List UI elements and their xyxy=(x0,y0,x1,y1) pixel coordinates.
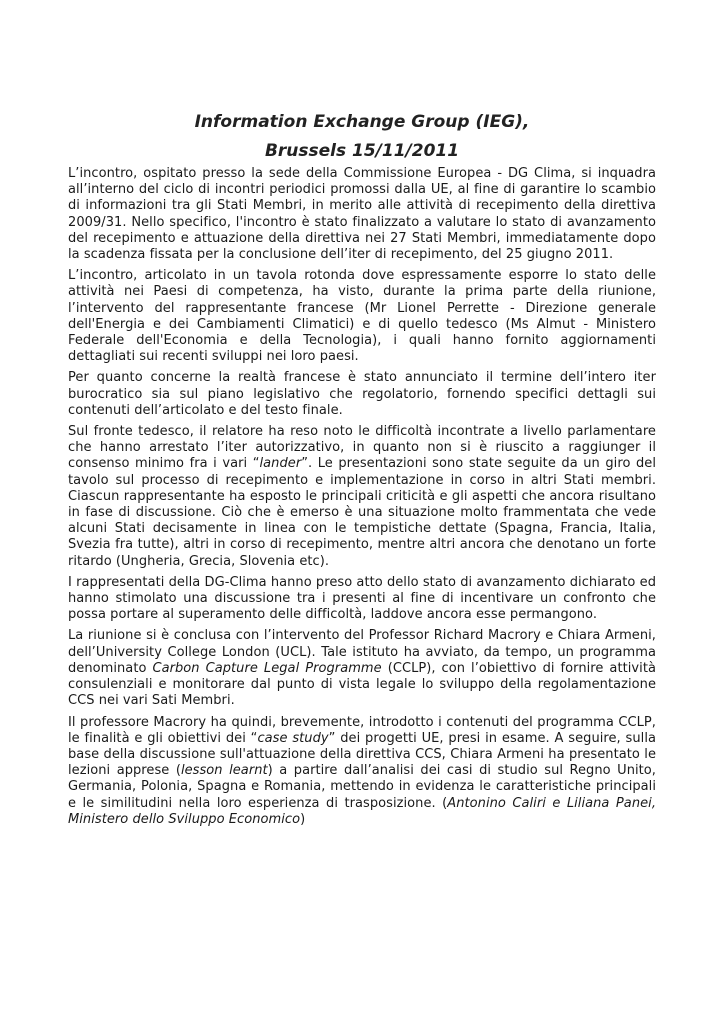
paragraph-7-italic-case-study: case study xyxy=(257,730,329,746)
paragraph-5: I rappresentati della DG-Clima hanno preso atto dello stato di avanzamento dichiarato ed hanno stimolato una discussione tra i presenti al fine di incentivare un confronto che possa portare al superamento delle difficoltà, laddove ancora esse permangono. xyxy=(68,574,656,623)
paragraph-7-part-2: ” dei progetti UE, presi in esame. A seguire, sulla base della discussione sull'attuazione della direttiva CCS, Chiara Armeni ha presentato le lezioni apprese ( xyxy=(68,730,656,779)
paragraph-7-italic-authors: Antonino Caliri e Liliana Panei, Ministero dello Sviluppo Economico xyxy=(68,795,656,827)
paragraph-4-text-after: ”. Le presentazioni sono state seguite da un giro del tavolo sul processo di recepimento e implementazione in corso in altri Stati membri. Ciascun rappresentante ha esposto le principali criticità e gli aspetti che ancora risultano in fase di discussione. Ciò che è emerso è una situazione molto frammentata che vede alcuni Stati decisamente in linea con le tempistiche dettate (Spagna, Francia, Italia, Svezia fra tutte), altri in corso di recepimento, mentre altri ancora che denotano un forte ritardo (Ungheria, Grecia, Slovenia etc). xyxy=(68,456,656,569)
paragraph-7 xyxy=(68,715,656,828)
document-subtitle: Brussels 15/11/2011 xyxy=(264,141,460,161)
paragraph-1: L’incontro, ospitato presso la sede della Commissione Europea - DG Clima, si inquadra all’interno del ciclo di incontri periodici promossi dalla UE, al fine di garantire lo scambio di informazioni tra gli Stati Membri, in merito alle attività di recepimento della direttiva 2009/31. Nello specifico, l'incontro è stato finalizzato a valutare lo stato di avanzamento del recepimento e attuazione della direttiva nei 27 Stati Membri, immediatamente dopo la scadenza fissata per la conclusione dell’iter di recepimento, del 25 giugno 2011. xyxy=(68,166,656,263)
paragraph-4-text-before: Sul fronte tedesco, il relatore ha reso noto le difficoltà incontrate a livello parlamentare che hanno arrestato l’iter autorizzativo, in quanto non si è riuscito a raggiunger il consenso minimo fra i vari “ xyxy=(68,424,656,472)
document-title: Information Exchange Group (IEG), xyxy=(194,112,530,132)
paragraph-7-part-4: ) xyxy=(300,811,306,827)
document-page xyxy=(68,108,656,833)
paragraph-4 xyxy=(68,424,656,570)
paragraph-6-text-after: (CCLP), con l’obiettivo di fornire attività consulenziali e monitorare dal punto di vista legale lo sviluppo della regolamentazione CCS nei vari Sati Membri. xyxy=(68,660,656,709)
paragraph-6 xyxy=(68,628,656,709)
paragraph-7-italic-lesson-learnt: lesson learnt xyxy=(180,763,268,779)
paragraph-6-italic-term: Carbon Capture Legal Programme xyxy=(152,660,382,676)
paragraph-2: L’incontro, articolato in un tavola rotonda dove espressamente esporre lo stato delle attività nei Paesi di competenza, ha visto, durante la prima parte della riunione, l’intervento del rappresentante francese (Mr Lionel Perrette - Direzione generale dell'Energia e dei Cambiamenti Climatici) e di quello tedesco (Ms Almut - Ministero Federale dell'Economia e della Tecnologia), i quali hanno fornito aggiornamenti dettagliati sui recenti sviluppi nei loro paesi. xyxy=(68,268,656,365)
paragraph-6-text-before: La riunione si è conclusa con l’intervento del Professor Richard Macrory e Chiara Armeni, dell’University College London (UCL). Tale istituto ha avviato, da tempo, un programma denominato xyxy=(68,628,656,676)
paragraph-3: Per quanto concerne la realtà francese è stato annunciato il termine dell’intero iter burocratico sia sul piano legislativo che regolatorio, fornendo specifici dettagli sui contenuti dell’articolato e del testo finale. xyxy=(68,370,656,418)
paragraph-7-part-1: Il professore Macrory ha quindi, brevemente, introdotto i contenuti del programma CCLP, le finalità e gli obiettivi dei “ xyxy=(68,714,656,746)
paragraph-7-part-3: ) a partire dall’analisi dei casi di studio sul Regno Unito, Germania, Polonia, Spagna e Romania, mettendo in evidenza le caratteristiche principali e le similitudini nella loro esperienza di trasposizione. ( xyxy=(68,763,656,811)
paragraph-4-italic-term: lander xyxy=(259,456,302,472)
